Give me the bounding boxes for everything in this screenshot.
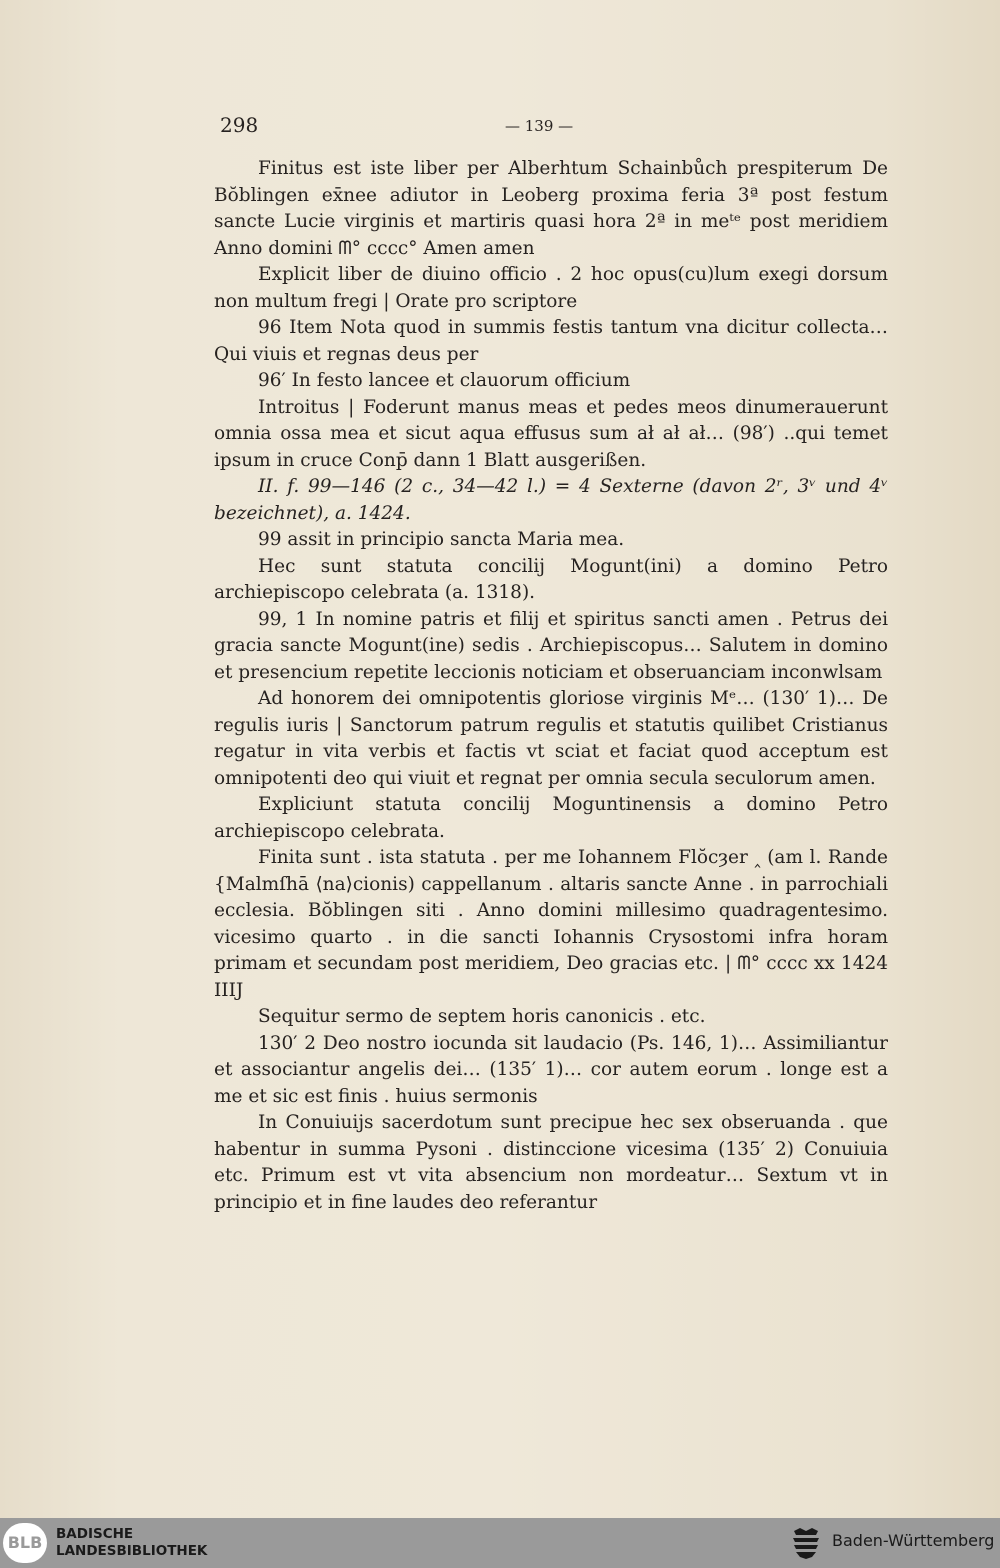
paragraph: Introitus | Foderunt manus meas et pedes meos dinumerauerunt omnia ossa mea et sicut aqua effusus sum ał ał ał… (98′) ..qui temet ipsum in cruce Conp̄ dann 1 Blatt ausgerißen.	[214, 396, 888, 471]
paragraph: Explicit liber de diuino officio . 2 hoc opus(cu)lum exegi dorsum non multum fregi | Orate pro scriptore	[214, 264, 888, 312]
paragraph: Ad honorem dei omnipotentis gloriose virginis Mᵉ… (130′ 1)… De regulis iuris | Sanctorum patrum regulis et statutis quilibet Cristianus regatur in vita verbis et factis vt sciat et faciat quod acceptum est omnipotenti deo qui viuit et regnat per omnia secula seculorum amen.	[214, 688, 888, 789]
body-text	[214, 156, 888, 1216]
coat-of-arms-icon	[790, 1526, 822, 1560]
paragraph: 99 assit in principio sancta Maria mea.	[258, 529, 625, 550]
editorial-note: II. f. 99—146 (2 c., 34—42 l.) = 4 Sexterne (davon 2ʳ, 3ᵛ und 4ᵛ bezeichnet), a. 1424.	[214, 476, 888, 524]
paragraph: 130′ 2 Deo nostro iocunda sit laudacio (Ps. 146, 1)… Assimiliantur et associantur angelis dei… (135′ 1)… cor autem eorum . longe est a me et sic est finis . huius sermonis	[214, 1032, 888, 1107]
library-name-line1: BADISCHE	[56, 1526, 134, 1542]
blb-logo[interactable]: BLB	[3, 1523, 47, 1563]
paragraph: 99, 1 In nomine patris et filij et spiritus sancti amen . Petrus dei gracia sancte Mogunt(ine) sedis . Archiepiscopus… Salutem in domino et presencium repetite leccionis noticiam et obseruanciam inconwlsam	[214, 608, 888, 683]
paragraph: 96′ In festo lancee et clauorum officium	[258, 370, 631, 391]
paragraph: Finitus est iste liber per Alberhtum Schainbůch prespiterum De Bŏblingen ex̄nee adiutor in Leoberg proxima feria 3ª post festum sancte Lucie virginis et martiris quasi hora 2ª in meᵗᵉ post meridiem Anno domini ᗰ° cccc° Amen amen	[214, 158, 888, 259]
paragraph: Hec sunt statuta concilij Mogunt(ini) a domino Petro archiepiscopo celebrata (a. 1318).	[214, 555, 888, 603]
paragraph: In Conuiuijs sacerdotum sunt precipue hec sex obseruanda . que habentur in summa Pysoni . distinccione vicesima (135′ 2) Conuiuia etc. Primum est vt vita absencium non mordeatur… Sextum vt in principio et in fine laudes deo referantur	[214, 1112, 888, 1213]
library-name-line2: LANDESBIBLIOTHEK	[56, 1543, 208, 1559]
section-page-number: — 139 —	[505, 117, 574, 135]
state-name[interactable]: Baden-Württemberg	[832, 1531, 995, 1550]
paragraph: Finita sunt . ista statuta . per me Iohannem Flŏcȝer ‸ (am l. Rande {Malmſhā ⟨na⟩cionis) cappellanum . altaris sancte Anne . in parrochiali ecclesia. Bŏblingen siti . Anno domini millesimo quadragentesimo. vicesimo quarto . in die sancti Iohannis Crysostomi infra horam primam et secundam post meridiem, Deo gracias etc. | ᗰ° cccc xx 1424 IIIJ	[214, 847, 888, 1001]
library-name[interactable]	[56, 1526, 207, 1560]
footer-bar	[0, 1518, 1000, 1568]
paragraph: Sequitur sermo de septem horis canonicis . etc.	[258, 1006, 706, 1027]
paragraph: Expliciunt statuta concilij Moguntinensis a domino Petro archiepiscopo celebrata.	[214, 794, 888, 842]
paragraph: 96 Item Nota quod in summis festis tantum vna dicitur collecta… Qui viuis et regnas deus per	[214, 317, 888, 365]
page-header	[0, 113, 1000, 143]
page-number: 298	[220, 113, 259, 137]
